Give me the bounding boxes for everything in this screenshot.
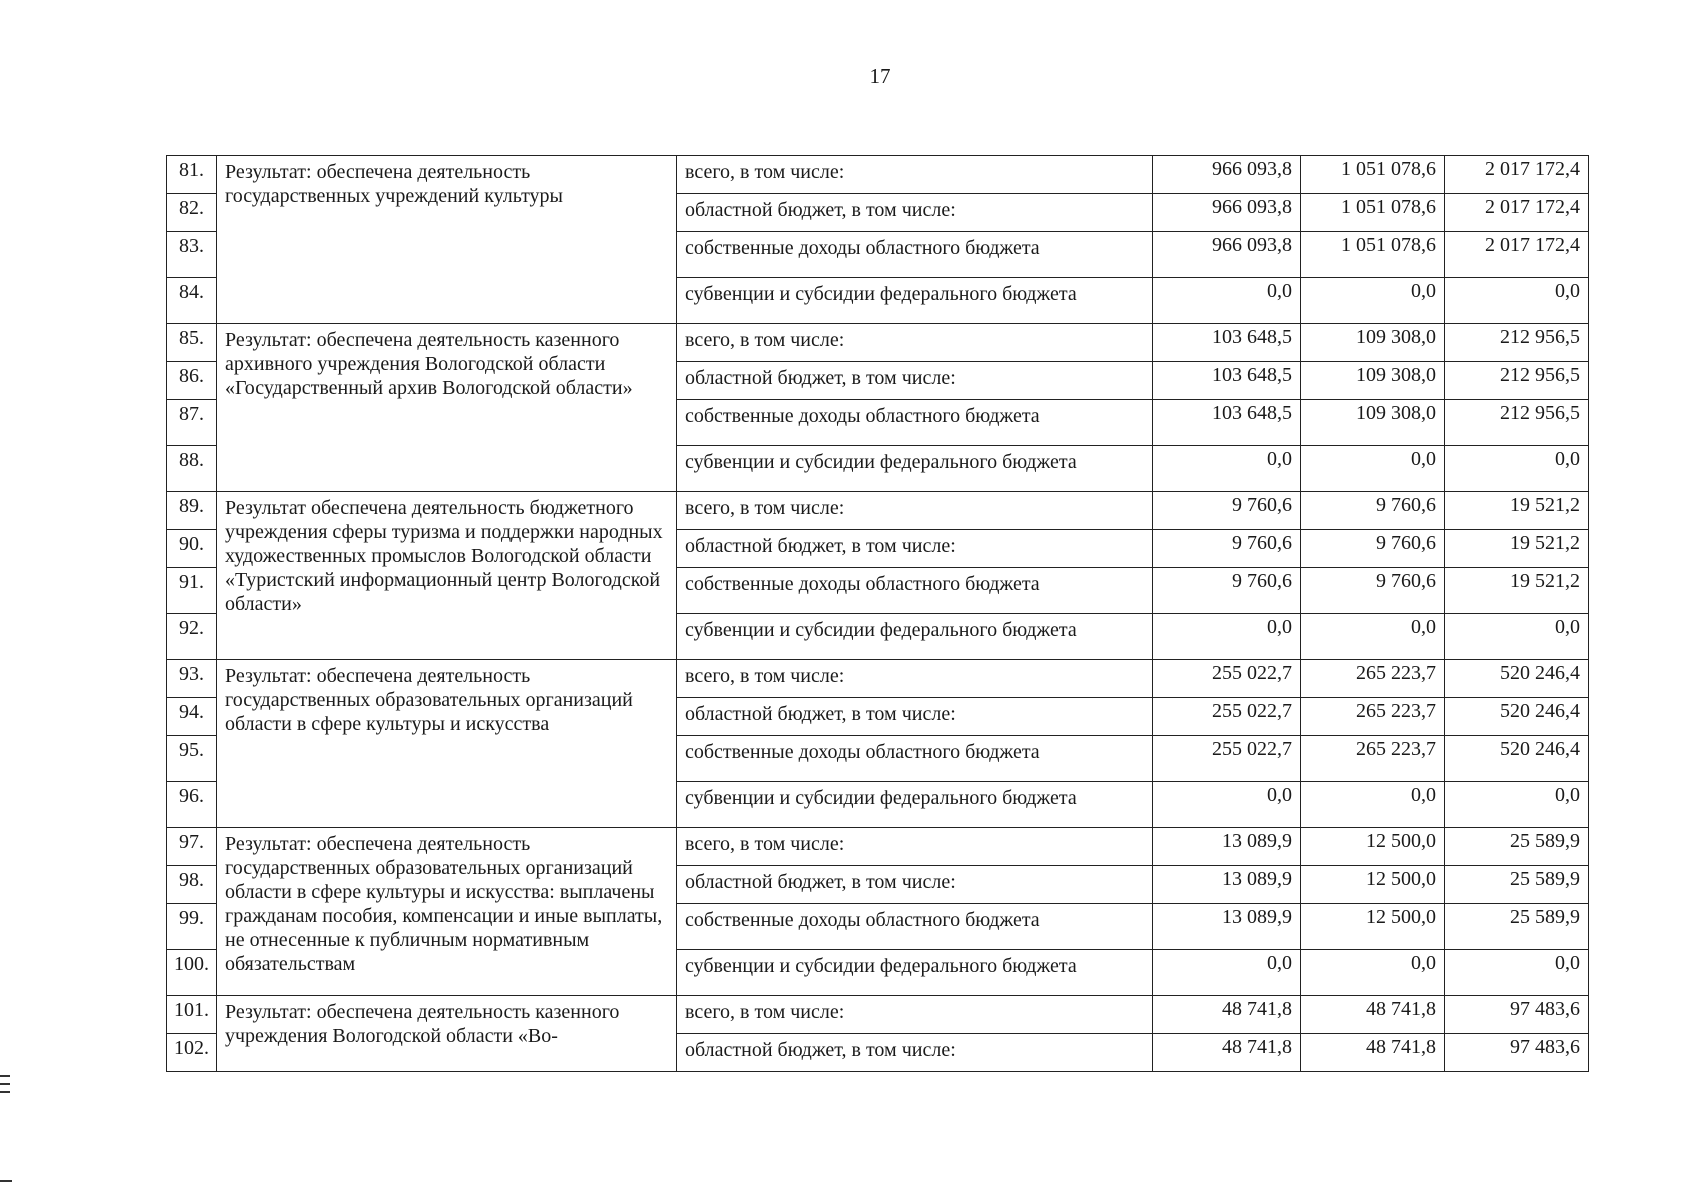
value-total: 520 246,4 <box>1445 736 1589 782</box>
value-year-2: 48 741,8 <box>1301 996 1445 1034</box>
table-row <box>167 996 1589 1034</box>
value-year-1: 103 648,5 <box>1153 362 1301 400</box>
value-year-1: 966 093,8 <box>1153 194 1301 232</box>
funding-source-label: субвенции и субсидии федерального бюджета <box>677 446 1153 492</box>
table-row <box>167 828 1589 866</box>
value-year-1: 9 760,6 <box>1153 568 1301 614</box>
value-year-1: 255 022,7 <box>1153 736 1301 782</box>
value-year-2: 109 308,0 <box>1301 362 1445 400</box>
funding-source-label: областной бюджет, в том числе: <box>677 194 1153 232</box>
value-total: 2 017 172,4 <box>1445 156 1589 194</box>
value-year-2: 265 223,7 <box>1301 736 1445 782</box>
value-total: 520 246,4 <box>1445 698 1589 736</box>
value-total: 0,0 <box>1445 614 1589 660</box>
value-total: 0,0 <box>1445 278 1589 324</box>
result-description: Результат: обеспечена деятельность казенного архивного учреждения Вологодской области «Государственный архив Вологодской области» <box>217 324 677 492</box>
row-number: 90. <box>167 530 217 568</box>
row-number: 92. <box>167 614 217 660</box>
value-total: 97 483,6 <box>1445 996 1589 1034</box>
value-total: 97 483,6 <box>1445 1034 1589 1072</box>
value-year-2: 1 051 078,6 <box>1301 194 1445 232</box>
result-description: Результат: обеспечена деятельность государственных учреждений культуры <box>217 156 677 324</box>
value-year-2: 0,0 <box>1301 446 1445 492</box>
value-year-2: 12 500,0 <box>1301 904 1445 950</box>
row-number: 95. <box>167 736 217 782</box>
value-year-2: 48 741,8 <box>1301 1034 1445 1072</box>
value-year-2: 109 308,0 <box>1301 400 1445 446</box>
value-year-2: 0,0 <box>1301 278 1445 324</box>
row-number: 87. <box>167 400 217 446</box>
value-total: 19 521,2 <box>1445 492 1589 530</box>
result-description: Результат: обеспечена деятельность казенного учреждения Вологодской области «Во- <box>217 996 677 1072</box>
funding-source-label: областной бюджет, в том числе: <box>677 1034 1153 1072</box>
row-number: 97. <box>167 828 217 866</box>
row-number: 81. <box>167 156 217 194</box>
value-total: 2 017 172,4 <box>1445 232 1589 278</box>
value-year-1: 0,0 <box>1153 278 1301 324</box>
value-year-1: 48 741,8 <box>1153 996 1301 1034</box>
funding-source-label: собственные доходы областного бюджета <box>677 904 1153 950</box>
funding-source-label: собственные доходы областного бюджета <box>677 400 1153 446</box>
row-number: 89. <box>167 492 217 530</box>
value-total: 19 521,2 <box>1445 530 1589 568</box>
row-number: 99. <box>167 904 217 950</box>
value-year-1: 966 093,8 <box>1153 232 1301 278</box>
funding-source-label: всего, в том числе: <box>677 324 1153 362</box>
funding-source-label: областной бюджет, в том числе: <box>677 698 1153 736</box>
table-row <box>167 660 1589 698</box>
row-number: 96. <box>167 782 217 828</box>
row-number: 88. <box>167 446 217 492</box>
value-year-2: 1 051 078,6 <box>1301 232 1445 278</box>
value-year-2: 265 223,7 <box>1301 698 1445 736</box>
margin-marks <box>0 1075 10 1099</box>
value-total: 0,0 <box>1445 950 1589 996</box>
table-row <box>167 156 1589 194</box>
value-total: 25 589,9 <box>1445 866 1589 904</box>
table-row <box>167 492 1589 530</box>
value-year-2: 1 051 078,6 <box>1301 156 1445 194</box>
page-number: 17 <box>869 64 891 88</box>
value-total: 25 589,9 <box>1445 828 1589 866</box>
value-year-2: 12 500,0 <box>1301 866 1445 904</box>
value-total: 19 521,2 <box>1445 568 1589 614</box>
funding-source-label: областной бюджет, в том числе: <box>677 362 1153 400</box>
value-total: 0,0 <box>1445 446 1589 492</box>
value-year-1: 0,0 <box>1153 950 1301 996</box>
funding-source-label: собственные доходы областного бюджета <box>677 568 1153 614</box>
value-year-2: 9 760,6 <box>1301 492 1445 530</box>
value-total: 25 589,9 <box>1445 904 1589 950</box>
value-year-2: 12 500,0 <box>1301 828 1445 866</box>
value-year-1: 0,0 <box>1153 782 1301 828</box>
value-year-2: 109 308,0 <box>1301 324 1445 362</box>
value-year-1: 255 022,7 <box>1153 660 1301 698</box>
value-year-1: 9 760,6 <box>1153 492 1301 530</box>
value-total: 2 017 172,4 <box>1445 194 1589 232</box>
value-year-1: 0,0 <box>1153 446 1301 492</box>
value-year-1: 13 089,9 <box>1153 866 1301 904</box>
row-number: 83. <box>167 232 217 278</box>
value-year-1: 255 022,7 <box>1153 698 1301 736</box>
row-number: 86. <box>167 362 217 400</box>
funding-source-label: всего, в том числе: <box>677 660 1153 698</box>
row-number: 82. <box>167 194 217 232</box>
funding-source-label: субвенции и субсидии федерального бюджета <box>677 950 1153 996</box>
value-total: 212 956,5 <box>1445 324 1589 362</box>
funding-source-label: всего, в том числе: <box>677 996 1153 1034</box>
value-total: 0,0 <box>1445 782 1589 828</box>
funding-source-label: субвенции и субсидии федерального бюджета <box>677 278 1153 324</box>
funding-source-label: субвенции и субсидии федерального бюджета <box>677 614 1153 660</box>
table-row <box>167 324 1589 362</box>
value-year-1: 9 760,6 <box>1153 530 1301 568</box>
value-year-2: 0,0 <box>1301 782 1445 828</box>
row-number: 101. <box>167 996 217 1034</box>
result-description: Результат: обеспечена деятельность государственных образовательных организаций области в сфере культуры и искусства: выплачены гражданам пособия, компенсации и иные выплаты, не отнесенные к публичным нормативным обязательствам <box>217 828 677 996</box>
result-description: Результат: обеспечена деятельность государственных образовательных организаций области в сфере культуры и искусства <box>217 660 677 828</box>
row-number: 85. <box>167 324 217 362</box>
value-year-2: 9 760,6 <box>1301 530 1445 568</box>
funding-source-label: областной бюджет, в том числе: <box>677 866 1153 904</box>
row-number: 98. <box>167 866 217 904</box>
funding-source-label: субвенции и субсидии федерального бюджета <box>677 782 1153 828</box>
result-description: Результат обеспечена деятельность бюджетного учреждения сферы туризма и поддержки народных художественных промыслов Вологодской области «Туристский информационный центр Вологодской области» <box>217 492 677 660</box>
funding-source-label: всего, в том числе: <box>677 156 1153 194</box>
value-year-1: 103 648,5 <box>1153 324 1301 362</box>
value-year-2: 0,0 <box>1301 950 1445 996</box>
funding-source-label: всего, в том числе: <box>677 828 1153 866</box>
row-number: 93. <box>167 660 217 698</box>
row-number: 91. <box>167 568 217 614</box>
funding-source-label: областной бюджет, в том числе: <box>677 530 1153 568</box>
row-number: 100. <box>167 950 217 996</box>
table-body <box>167 156 1589 1072</box>
funding-source-label: всего, в том числе: <box>677 492 1153 530</box>
funding-source-label: собственные доходы областного бюджета <box>677 232 1153 278</box>
funding-source-label: собственные доходы областного бюджета <box>677 736 1153 782</box>
value-year-1: 103 648,5 <box>1153 400 1301 446</box>
budget-table <box>166 155 1589 1072</box>
value-total: 212 956,5 <box>1445 400 1589 446</box>
value-year-1: 0,0 <box>1153 614 1301 660</box>
row-number: 102. <box>167 1034 217 1072</box>
value-total: 520 246,4 <box>1445 660 1589 698</box>
value-year-1: 966 093,8 <box>1153 156 1301 194</box>
value-year-2: 265 223,7 <box>1301 660 1445 698</box>
row-number: 84. <box>167 278 217 324</box>
value-year-2: 9 760,6 <box>1301 568 1445 614</box>
row-number: 94. <box>167 698 217 736</box>
value-year-1: 48 741,8 <box>1153 1034 1301 1072</box>
value-year-1: 13 089,9 <box>1153 904 1301 950</box>
value-year-2: 0,0 <box>1301 614 1445 660</box>
value-year-1: 13 089,9 <box>1153 828 1301 866</box>
value-total: 212 956,5 <box>1445 362 1589 400</box>
margin-dash <box>0 1180 12 1182</box>
